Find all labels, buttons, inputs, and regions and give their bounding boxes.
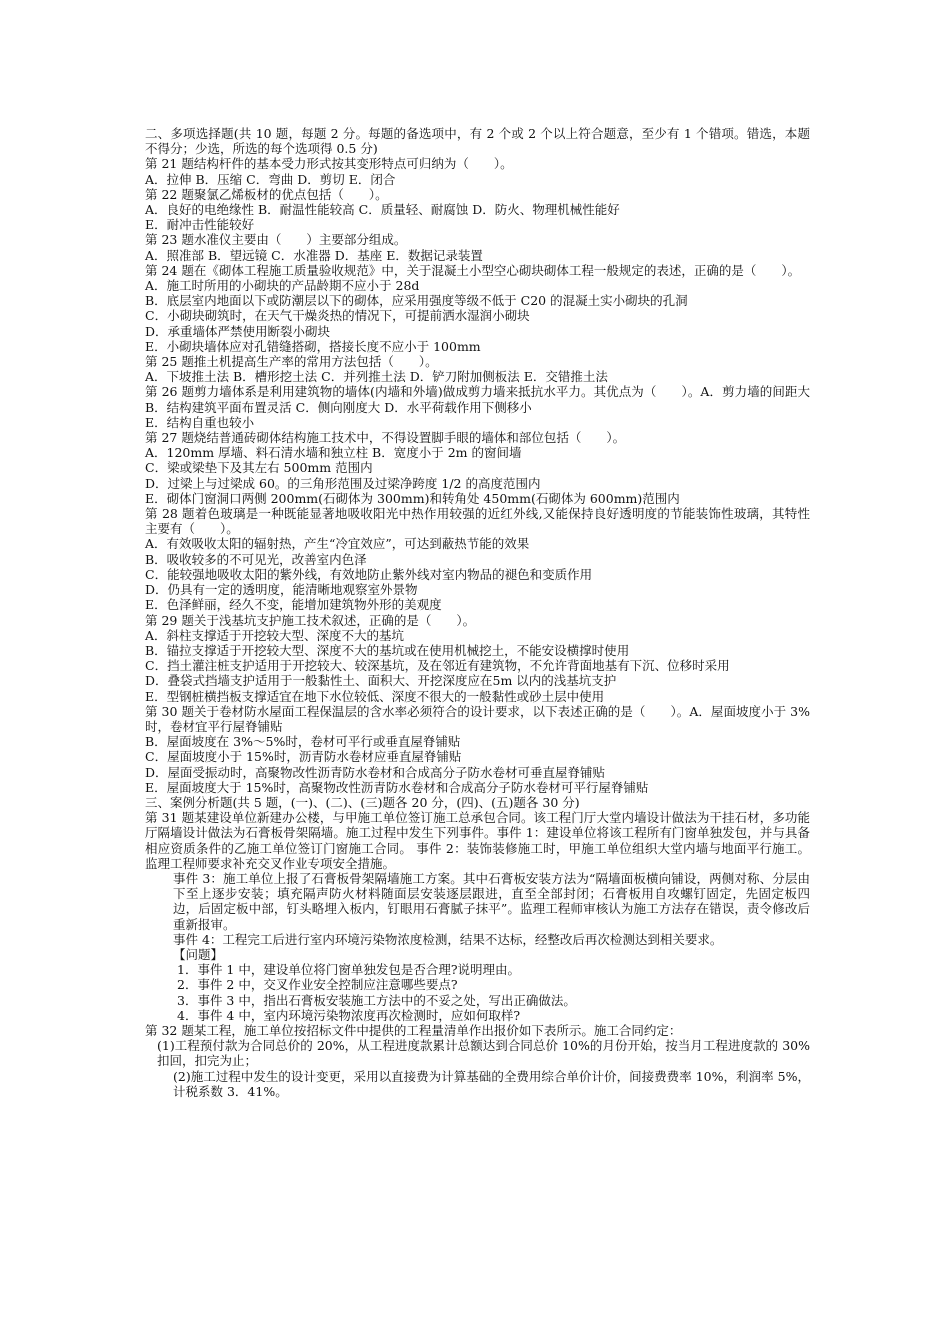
text-line: 第 29 题关于浅基坑支护施工技术叙述，正确的是（ ）。 [145, 612, 476, 628]
text-line: 第 28 题着色玻璃是一种既能显著地吸收阳光中热作用较强的近红外线,又能保持良好透明度的节能装饰性玻璃，其特性主要有（ ）。 [145, 506, 810, 537]
text-line: C．梁或梁垫下及其左右 500mm 范围内 [145, 460, 373, 476]
text-line: A．有效吸收太阳的辐射热，产生“冷宜效应”，可达到蔽热节能的效果 [145, 536, 530, 552]
text-line: 第 26 题剪力墙体系是利用建筑物的墙体(内墙和外墙)做成剪力墙来抵抗水平力。其优点为（ ）。A．剪力墙的间距大 B．结构建筑平面布置灵活 C．侧向刚度大 D．水平荷载作用下侧移小 [145, 384, 810, 415]
text-line: A．施工时所用的小砌块的产品龄期不应小于 28d [145, 278, 420, 294]
text-line: B．锚拉支撑适于开挖较大型、深度不大的基坑或在使用机械挖土，不能安设横撑时使用 [145, 642, 630, 658]
text-line: 【问题】 [173, 946, 224, 962]
text-line: 事件 4：工程完工后进行室内环境污染物浓度检测，结果不达标，经整改后再次检测达到相关要求。 [173, 931, 723, 947]
text-line: 3．事件 3 中，指出石膏板安装施工方法中的不妥之处，写出正确做法。 [177, 992, 576, 1008]
text-line: (1)工程预付款为合同总价的 20%，从工程进度款累计总额达到合同总价 10%的月份开始，按当月工程进度款的 30%扣回，扣完为止； [157, 1038, 810, 1069]
text-line: 第 30 题关于卷材防水屋面工程保温层的含水率必须符合的设计要求，以下表述正确的是（ ）。A．屋面坡度小于 3%时，卷材宜平行屋脊铺贴 [145, 703, 810, 734]
text-line: C．能较强地吸收太阳的紫外线，有效地防止紫外线对室内物品的褪色和变质作用 [145, 566, 593, 582]
text-line: 事件 3：施工单位上报了石膏板骨架隔墙施工方案。其中石膏板安装方法为“隔墙面板横向铺设，两侧对称、分层由下至上逐步安装；填充隔声防火材料随面层安装逐层跟进，直至全部封闭；石膏板用自攻螺钉固定，先固定板四边，后固定板中部，钉头略埋入板内，钉眼用石膏腻子抹平”。监理工程师审核认为施工方法存在错误，责令修改后重新报审。 [173, 870, 810, 932]
text-line: D．屋面受振动时，高聚物改性沥青防水卷材和合成高分子防水卷材可垂直屋脊铺贴 [145, 764, 606, 780]
text-line: E．屋面坡度大于 15%时，高聚物改性沥青防水卷材和合成高分子防水卷材可平行屋脊铺贴 [145, 779, 649, 795]
text-line: (2)施工过程中发生的设计变更，采用以直接费为计算基础的全费用综合单价计价，间接费费率 10%，利润率 5%，计税系数 3．41%。 [173, 1068, 810, 1099]
text-line: 第 31 题某建设单位新建办公楼，与甲施工单位签订施工总承包合同。该工程门厅大堂内墙设计做法为干挂石材，多功能厅隔墙设计做法为石膏板骨架隔墙。施工过程中发生下列事件。事件 1：建设单位将该工程所有门窗单独发包，并与具备相应资质条件的乙施工单位签订门窗施工合同。 事件 2：装饰装修施工时，甲施工单位组织大堂内墙与地面平行施工。监理工程师要求补充交叉作业专项安全措施。 [145, 810, 810, 871]
text-line: 第 22 题聚氯乙烯板材的优点包括（ ）。 [145, 186, 388, 202]
text-line: 第 27 题烧结普通砖砌体结构施工技术中，不得设置脚手眼的墙体和部位包括（ ）。 [145, 430, 626, 446]
text-line: A．下坡推土法 B．槽形挖土法 C．并列推土法 D．铲刀附加侧板法 E．交错推土法 [145, 369, 608, 385]
text-line: D．过梁上与过梁成 60。的三角形范围及过梁净跨度 1/2 的高度范围内 [145, 475, 541, 491]
text-line: E．耐冲击性能较好 [145, 217, 255, 233]
text-line: 三、案例分析题(共 5 题，(一)、(二)、(三)题各 20 分，(四)、(五)题各 30 分) [145, 794, 580, 810]
text-line: 第 24 题在《砌体工程施工质量验收规范》中，关于混凝土小型空心砌块砌体工程一般规定的表述，正确的是（ ）。 [145, 262, 801, 278]
text-line: 2．事件 2 中，交叉作业安全控制应注意哪些要点? [177, 977, 458, 993]
text-line: A．拉伸 B．压缩 C．弯曲 D．剪切 E．闭合 [145, 171, 396, 187]
document-page [145, 126, 810, 1099]
text-line: D．叠袋式挡墙支护适用于一般黏性土、面积大、开挖深度应在5m 以内的浅基坑支护 [145, 673, 617, 689]
text-line: B．吸收较多的不可见光，改善室内色泽 [145, 551, 367, 567]
text-line: 第 21 题结构杆件的基本受力形式按其变形特点可归纳为（ ）。 [145, 156, 513, 172]
text-line: B．屋面坡度在 3%～5%时，卷材可平行或垂直屋脊铺贴 [145, 734, 461, 750]
text-line: D．承重墙体严禁使用断裂小砌块 [145, 323, 331, 339]
text-line: A．120mm 厚墙、料石清水墙和独立柱 B．宽度小于 2m 的窗间墙 [145, 445, 522, 461]
text-line: A．斜柱支撑适于开挖较大型、深度不大的基坑 [145, 627, 405, 643]
text-line: 1．事件 1 中，建设单位将门窗单独发包是否合理?说明理由。 [177, 962, 521, 978]
text-line: E．小砌块墙体应对孔错缝搭砌，搭接长度不应小于 100mm [145, 338, 481, 354]
text-line: C．挡土灌注桩支护适用于开挖较大、较深基坑，及在邻近有建筑物，不允许背面地基有下沉、位移时采用 [145, 658, 730, 674]
text-line: C．屋面坡度小于 15%时，沥青防水卷材应垂直屋脊铺贴 [145, 749, 462, 765]
text-line: B．底层室内地面以下或防潮层以下的砌体，应采用强度等级不低于 C20 的混凝土实小砌块的孔洞 [145, 293, 688, 309]
text-line: 第 23 题水准仪主要由（ ）主要部分组成。 [145, 232, 407, 248]
text-line: 4．事件 4 中，室内环境污染物浓度再次检测时，应如何取样? [177, 1007, 521, 1023]
text-line: E．型钢桩横挡板支撑适宜在地下水位较低、深度不很大的一般黏性或砂土层中使用 [145, 688, 605, 704]
text-line: E．砌体门窗洞口两侧 200mm(石砌体为 300mm)和转角处 450mm(石砌体为 600mm)范围内 [145, 490, 680, 506]
text-line: D．仍具有一定的透明度，能清晰地观察室外景物 [145, 582, 418, 598]
text-line: 第 25 题推土机提高生产率的常用方法包括（ ）。 [145, 354, 438, 370]
text-line: A．良好的电绝缘性 B．耐温性能较高 C．质量轻、耐腐蚀 D．防火、物理机械性能好 [145, 202, 620, 218]
text-line: A．照准部 B．望远镜 C．水准器 D．基座 E．数据记录装置 [145, 247, 483, 263]
text-line: E．色泽鲜丽，经久不变，能增加建筑物外形的美观度 [145, 597, 442, 613]
text-line: 第 32 题某工程，施工单位按招标文件中提供的工程量清单作出报价如下表所示。施工合同约定： [145, 1022, 682, 1038]
text-line: C．小砌块砌筑时，在天气干燥炎热的情况下，可提前洒水湿润小砌块 [145, 308, 530, 324]
text-line: E．结构自重也较小 [145, 414, 255, 430]
text-line: 二、多项选择题(共 10 题，每题 2 分。每题的备选项中，有 2 个或 2 个以上符合题意，至少有 1 个错项。错选，本题不得分；少选，所选的每个选项得 0.5 分) [145, 126, 810, 157]
